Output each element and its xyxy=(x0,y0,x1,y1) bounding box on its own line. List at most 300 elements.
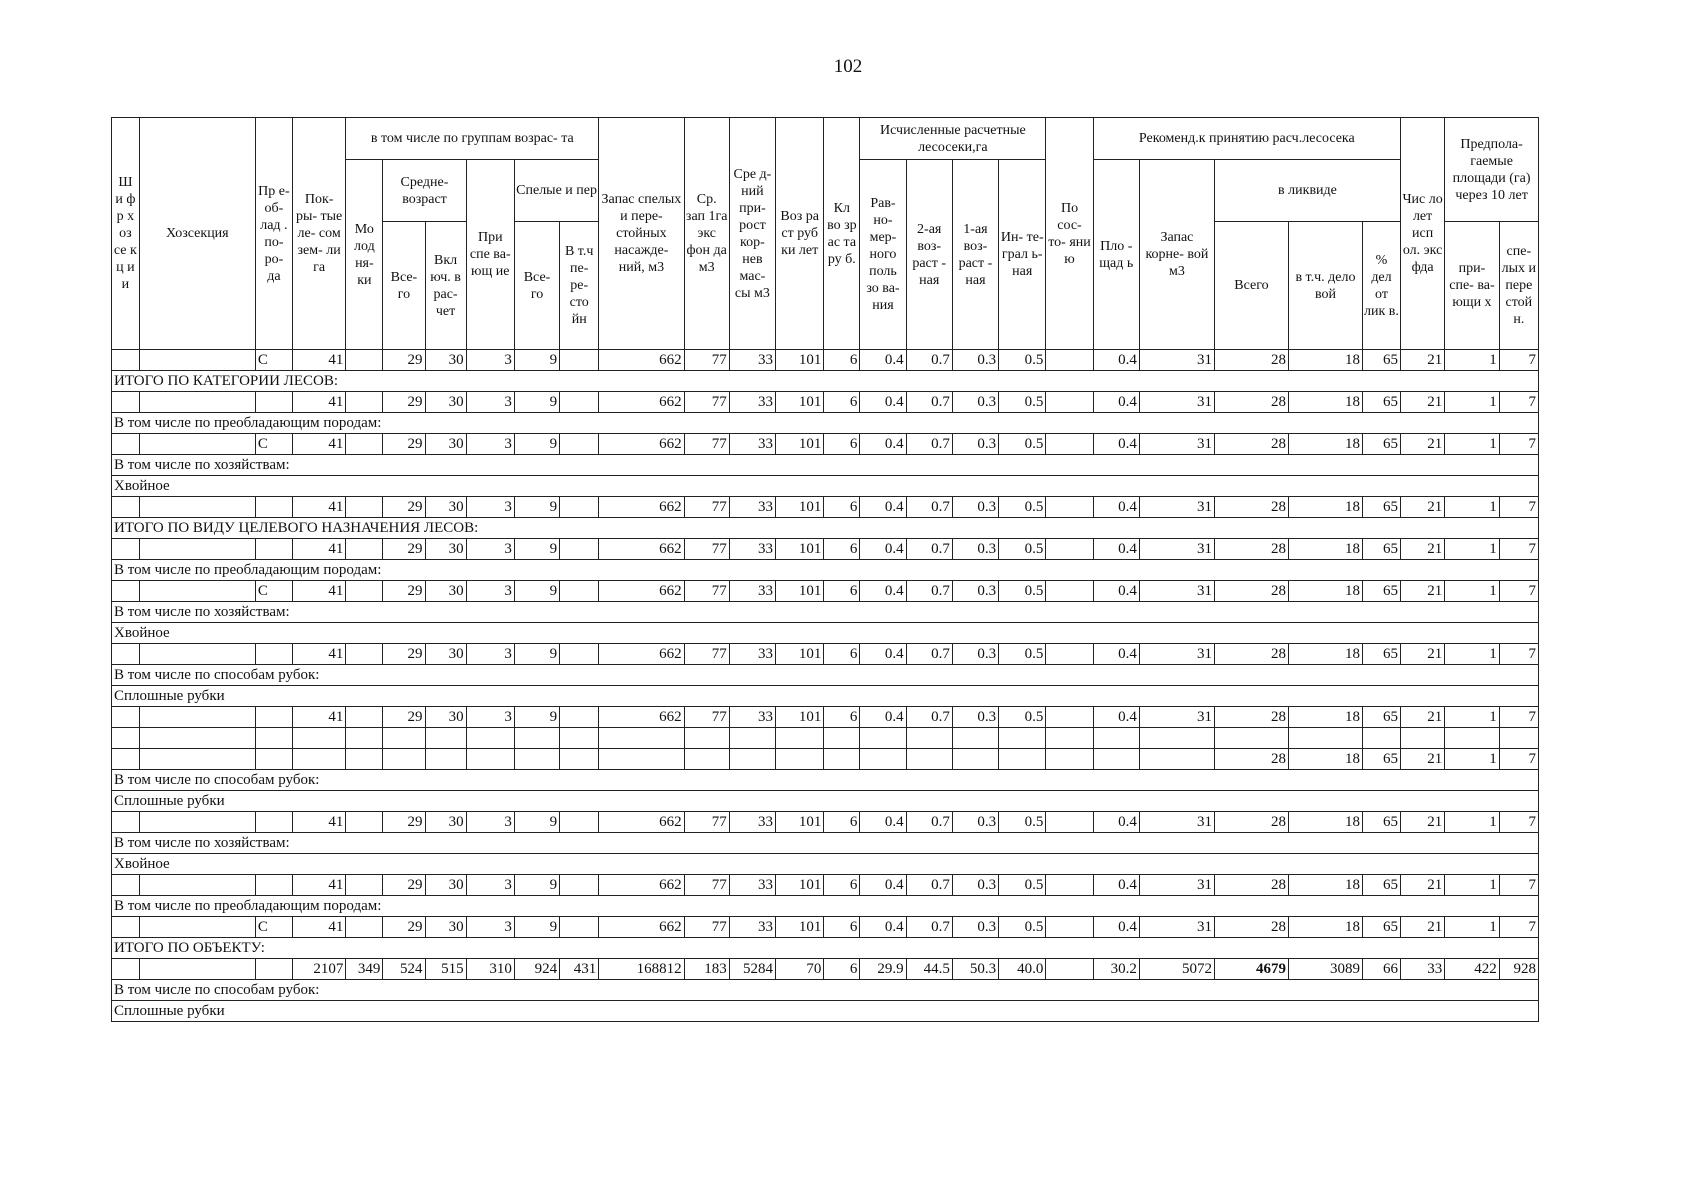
table-cell: 65 xyxy=(1362,350,1400,371)
table-cell xyxy=(139,350,255,371)
hdr-pokrytye: Пок- ры- тые ле- сом зем- ли га xyxy=(292,118,345,350)
table-cell: С xyxy=(255,581,292,602)
table-cell: 0.3 xyxy=(952,875,998,896)
table-cell xyxy=(1093,728,1139,749)
table-cell xyxy=(255,812,292,833)
table-cell xyxy=(1139,728,1214,749)
table-cell: 0.4 xyxy=(1093,434,1139,455)
table-cell: 18 xyxy=(1288,749,1362,770)
table-cell xyxy=(560,497,599,518)
table-cell: 1 xyxy=(1445,497,1499,518)
hdr-zapas: Запас спелых и пере- стойных насажде- ний, м3 xyxy=(599,118,684,350)
table-cell: 33 xyxy=(729,497,775,518)
table-cell: 30 xyxy=(425,707,466,728)
section-label-row xyxy=(112,1001,1539,1022)
table-cell xyxy=(112,959,140,980)
table-cell: 662 xyxy=(599,392,684,413)
table-cell xyxy=(292,749,345,770)
table-cell xyxy=(112,392,140,413)
table-cell: 168812 xyxy=(599,959,684,980)
table-cell: 7 xyxy=(1499,497,1538,518)
table-cell xyxy=(560,350,599,371)
table-cell: 77 xyxy=(684,497,729,518)
table-cell: 0.3 xyxy=(952,917,998,938)
table-cell: 77 xyxy=(684,392,729,413)
table-cell xyxy=(1401,728,1445,749)
table-cell xyxy=(112,728,140,749)
table-cell: 21 xyxy=(1401,434,1445,455)
table-cell: 77 xyxy=(684,581,729,602)
table-cell xyxy=(346,581,383,602)
table-row xyxy=(112,917,1539,938)
table-cell: 44.5 xyxy=(906,959,952,980)
table-cell: 1 xyxy=(1445,539,1499,560)
table-cell xyxy=(112,539,140,560)
table-cell: 21 xyxy=(1401,539,1445,560)
table-cell: 77 xyxy=(684,812,729,833)
section-label: Сплошные рубки xyxy=(112,1001,1539,1022)
table-cell: 41 xyxy=(292,392,345,413)
table-cell xyxy=(346,434,383,455)
table-cell: 30 xyxy=(425,434,466,455)
table-cell: 28 xyxy=(1214,392,1288,413)
table-cell xyxy=(346,707,383,728)
table-cell xyxy=(292,728,345,749)
hdr-kl-vozr: Кл во зр ас та ру б. xyxy=(824,118,860,350)
table-row xyxy=(112,350,1539,371)
table-cell xyxy=(560,434,599,455)
table-cell xyxy=(112,917,140,938)
table-cell: 101 xyxy=(776,392,824,413)
table-cell: 0.3 xyxy=(952,392,998,413)
table-cell xyxy=(112,875,140,896)
table-cell: 0.4 xyxy=(860,707,906,728)
table-cell: 5072 xyxy=(1139,959,1214,980)
table-cell: 65 xyxy=(1362,707,1400,728)
table-cell: 662 xyxy=(599,875,684,896)
table-cell: 0.5 xyxy=(999,581,1046,602)
table-cell: 31 xyxy=(1139,707,1214,728)
table-cell xyxy=(1046,728,1093,749)
section-label-row xyxy=(112,476,1539,497)
table-cell xyxy=(560,581,599,602)
table-cell: 0.7 xyxy=(906,812,952,833)
table-cell: 0.3 xyxy=(952,350,998,371)
table-cell: 6 xyxy=(824,875,860,896)
hdr-vozrast: Воз ра ст руб ки лет xyxy=(776,118,824,350)
table-cell: 29 xyxy=(383,434,425,455)
table-cell: 7 xyxy=(1499,350,1538,371)
table-cell: 33 xyxy=(729,812,775,833)
table-cell xyxy=(1093,749,1139,770)
table-cell xyxy=(684,749,729,770)
table-cell: 0.5 xyxy=(999,434,1046,455)
table-cell xyxy=(860,728,906,749)
hdr-srednevozrast: Средне- возраст xyxy=(383,160,466,222)
table-cell: 2107 xyxy=(292,959,345,980)
section-label-row xyxy=(112,518,1539,539)
table-cell xyxy=(599,749,684,770)
table-cell: 33 xyxy=(729,917,775,938)
table-cell: 18 xyxy=(1288,539,1362,560)
table-cell: 33 xyxy=(729,539,775,560)
table-cell: 77 xyxy=(684,644,729,665)
section-label: Хвойное xyxy=(112,854,1539,875)
table-cell: 33 xyxy=(1401,959,1445,980)
table-cell: 515 xyxy=(425,959,466,980)
table-cell: 18 xyxy=(1288,581,1362,602)
hdr-vsego3: Всего xyxy=(1214,222,1288,350)
section-label-row xyxy=(112,854,1539,875)
table-cell: 0.5 xyxy=(999,644,1046,665)
table-cell: 7 xyxy=(1499,749,1538,770)
table-cell xyxy=(425,728,466,749)
table-cell xyxy=(560,539,599,560)
table-row xyxy=(112,644,1539,665)
table-cell: 6 xyxy=(824,917,860,938)
table-cell xyxy=(824,728,860,749)
table-cell: 1 xyxy=(1445,350,1499,371)
table-cell: 18 xyxy=(1288,434,1362,455)
table-cell: 0.4 xyxy=(1093,644,1139,665)
table-row xyxy=(112,707,1539,728)
table-cell xyxy=(1288,728,1362,749)
table-cell: 77 xyxy=(684,917,729,938)
table-cell xyxy=(560,728,599,749)
table-cell: 65 xyxy=(1362,644,1400,665)
table-cell xyxy=(425,749,466,770)
table-cell: 41 xyxy=(292,434,345,455)
table-cell: 1 xyxy=(1445,392,1499,413)
table-cell: 3 xyxy=(466,707,514,728)
table-cell: 66 xyxy=(1362,959,1400,980)
section-label-row xyxy=(112,371,1539,392)
table-cell: 9 xyxy=(514,350,559,371)
table-cell: 77 xyxy=(684,350,729,371)
table-cell: 0.5 xyxy=(999,539,1046,560)
table-cell: 21 xyxy=(1401,707,1445,728)
table-cell xyxy=(1362,728,1400,749)
table-cell: 3 xyxy=(466,497,514,518)
table-cell: 0.4 xyxy=(860,917,906,938)
table-cell xyxy=(255,392,292,413)
table-cell: 18 xyxy=(1288,707,1362,728)
table-cell xyxy=(1214,728,1288,749)
table-cell: 31 xyxy=(1139,644,1214,665)
table-cell xyxy=(1046,749,1093,770)
table-cell: 41 xyxy=(292,350,345,371)
table-cell xyxy=(139,875,255,896)
table-cell: 28 xyxy=(1214,497,1288,518)
table-cell: 7 xyxy=(1499,707,1538,728)
table-cell xyxy=(952,728,998,749)
table-cell: 40.0 xyxy=(999,959,1046,980)
table-cell: 101 xyxy=(776,875,824,896)
hdr-ravnomer: Рав- но- мер- ного поль зо ва- ния xyxy=(860,160,906,350)
table-cell xyxy=(514,749,559,770)
table-cell: 21 xyxy=(1401,497,1445,518)
table-cell: 29 xyxy=(383,392,425,413)
table-cell: 3 xyxy=(466,812,514,833)
hdr-vozr2: 2-ая воз- раст - ная xyxy=(906,160,952,350)
table-cell: 21 xyxy=(1401,917,1445,938)
table-cell: 0.7 xyxy=(906,581,952,602)
section-label-row xyxy=(112,455,1539,476)
table-cell: 30 xyxy=(425,812,466,833)
table-cell: 28 xyxy=(1214,581,1288,602)
table-cell: 3 xyxy=(466,917,514,938)
table-cell: 0.4 xyxy=(1093,350,1139,371)
table-cell: 0.4 xyxy=(860,350,906,371)
table-cell xyxy=(139,539,255,560)
table-row xyxy=(112,875,1539,896)
table-cell: 0.4 xyxy=(1093,812,1139,833)
section-label: В том числе по хозяйствам: xyxy=(112,455,1539,476)
table-cell: 65 xyxy=(1362,539,1400,560)
table-cell xyxy=(139,434,255,455)
table-cell xyxy=(346,539,383,560)
section-label: Хвойное xyxy=(112,623,1539,644)
section-label-row xyxy=(112,938,1539,959)
table-cell: 3 xyxy=(466,350,514,371)
table-cell: 33 xyxy=(729,875,775,896)
table-cell: 3089 xyxy=(1288,959,1362,980)
table-cell: 33 xyxy=(729,392,775,413)
table-cell: 33 xyxy=(729,644,775,665)
table-cell: 9 xyxy=(514,644,559,665)
table-cell: 29.9 xyxy=(860,959,906,980)
table-cell: 21 xyxy=(1401,392,1445,413)
table-cell: 5284 xyxy=(729,959,775,980)
table-cell: 662 xyxy=(599,707,684,728)
table-cell: 18 xyxy=(1288,392,1362,413)
table-cell: 3 xyxy=(466,875,514,896)
hdr-ischisl: Исчисленные расчетные лесосеки,га xyxy=(860,118,1046,160)
table-cell xyxy=(346,875,383,896)
table-cell: 101 xyxy=(776,539,824,560)
section-label-row xyxy=(112,770,1539,791)
table-cell: 0.4 xyxy=(1093,581,1139,602)
table-cell xyxy=(599,728,684,749)
table-cell: 924 xyxy=(514,959,559,980)
table-row xyxy=(112,434,1539,455)
table-cell: 101 xyxy=(776,707,824,728)
section-label-row xyxy=(112,896,1539,917)
section-label: ИТОГО ПО КАТЕГОРИИ ЛЕСОВ: xyxy=(112,371,1539,392)
table-cell xyxy=(139,728,255,749)
table-cell: 6 xyxy=(824,959,860,980)
table-cell: 524 xyxy=(383,959,425,980)
table-cell: 101 xyxy=(776,581,824,602)
table-cell: 662 xyxy=(599,434,684,455)
forest-table xyxy=(111,117,1539,1022)
table-cell: 65 xyxy=(1362,497,1400,518)
section-label-row xyxy=(112,665,1539,686)
table-cell: 0.7 xyxy=(906,539,952,560)
table-cell xyxy=(514,728,559,749)
table-cell: 28 xyxy=(1214,434,1288,455)
table-cell: 0.3 xyxy=(952,434,998,455)
table-cell: 30.2 xyxy=(1093,959,1139,980)
table-cell: 41 xyxy=(292,581,345,602)
table-cell xyxy=(952,749,998,770)
table-row xyxy=(112,581,1539,602)
table-cell: 18 xyxy=(1288,812,1362,833)
section-label: ИТОГО ПО ОБЪЕКТУ: xyxy=(112,938,1539,959)
section-label-row xyxy=(112,791,1539,812)
table-cell: 1 xyxy=(1445,707,1499,728)
hdr-groups: в том числе по группам возрас- та xyxy=(346,118,599,160)
table-cell: 1 xyxy=(1445,875,1499,896)
table-cell: 6 xyxy=(824,581,860,602)
table-cell: 29 xyxy=(383,875,425,896)
table-cell: 7 xyxy=(1499,875,1538,896)
table-cell: 41 xyxy=(292,917,345,938)
section-label: Сплошные рубки xyxy=(112,791,1539,812)
table-cell: 101 xyxy=(776,917,824,938)
table-cell: 3 xyxy=(466,434,514,455)
table-cell: 31 xyxy=(1139,812,1214,833)
table-cell: 28 xyxy=(1214,644,1288,665)
table-cell: 0.4 xyxy=(860,812,906,833)
table-cell: 28 xyxy=(1214,812,1288,833)
section-label-row xyxy=(112,413,1539,434)
table-cell xyxy=(112,749,140,770)
table-cell: 0.3 xyxy=(952,644,998,665)
table-cell: 0.4 xyxy=(860,392,906,413)
table-body xyxy=(112,350,1539,1022)
table-cell xyxy=(776,728,824,749)
table-cell: 0.3 xyxy=(952,812,998,833)
hdr-vsego1: Все- го xyxy=(383,222,425,350)
table-cell: 0.7 xyxy=(906,644,952,665)
table-cell xyxy=(1046,350,1093,371)
table-cell: 0.5 xyxy=(999,350,1046,371)
table-cell: 29 xyxy=(383,917,425,938)
table-cell: 0.4 xyxy=(1093,707,1139,728)
table-cell xyxy=(255,539,292,560)
table-cell xyxy=(466,749,514,770)
table-cell: 0.3 xyxy=(952,581,998,602)
table-cell: 349 xyxy=(346,959,383,980)
table-cell: 18 xyxy=(1288,497,1362,518)
table-cell: 0.5 xyxy=(999,917,1046,938)
hdr-shifr: Ш и ф р х оз се к ц и и xyxy=(112,118,140,350)
table-cell: 183 xyxy=(684,959,729,980)
table-cell xyxy=(999,728,1046,749)
table-cell: 662 xyxy=(599,497,684,518)
table-cell: 6 xyxy=(824,350,860,371)
table-cell: 6 xyxy=(824,707,860,728)
table-cell: 30 xyxy=(425,539,466,560)
table-cell: 0.5 xyxy=(999,497,1046,518)
table-cell: 28 xyxy=(1214,707,1288,728)
table-cell: С xyxy=(255,434,292,455)
table-cell: 0.7 xyxy=(906,707,952,728)
table-cell: 29 xyxy=(383,581,425,602)
table-cell xyxy=(255,959,292,980)
hdr-sred-prirost: Сре д- ний при- рост кор- нев мас- сы м3 xyxy=(729,118,775,350)
table-cell: 1 xyxy=(1445,581,1499,602)
table-cell: 662 xyxy=(599,581,684,602)
table-cell: 41 xyxy=(292,644,345,665)
table-cell: 30 xyxy=(425,581,466,602)
table-cell: 662 xyxy=(599,644,684,665)
table-cell: 21 xyxy=(1401,749,1445,770)
table-cell: 4679 xyxy=(1214,959,1288,980)
hdr-prispev: при- спе- ва- ющи х xyxy=(1445,222,1499,350)
table-cell: 6 xyxy=(824,497,860,518)
table-cell: 3 xyxy=(466,581,514,602)
table-cell xyxy=(139,749,255,770)
table-cell xyxy=(346,812,383,833)
table-cell: 0.4 xyxy=(860,497,906,518)
table-cell: 0.4 xyxy=(1093,497,1139,518)
table-cell: 41 xyxy=(292,707,345,728)
table-cell xyxy=(729,728,775,749)
table-cell: 28 xyxy=(1214,917,1288,938)
table-cell xyxy=(1046,497,1093,518)
table-cell: 0.4 xyxy=(860,539,906,560)
table-cell: 422 xyxy=(1445,959,1499,980)
table-cell: 31 xyxy=(1139,917,1214,938)
table-cell xyxy=(1046,581,1093,602)
table-cell xyxy=(906,728,952,749)
table-cell xyxy=(255,749,292,770)
table-cell xyxy=(1499,728,1538,749)
table-cell: 1 xyxy=(1445,812,1499,833)
hdr-spelye: Спелые и пер xyxy=(514,160,598,222)
table-cell: 30 xyxy=(425,392,466,413)
table-cell: С xyxy=(255,917,292,938)
table-row xyxy=(112,812,1539,833)
table-cell: 0.5 xyxy=(999,707,1046,728)
hdr-spelyh: спе- лых и пере стой н. xyxy=(1499,222,1538,350)
table-cell: 21 xyxy=(1401,875,1445,896)
table-cell: 29 xyxy=(383,497,425,518)
table-cell: 662 xyxy=(599,812,684,833)
table-cell xyxy=(112,812,140,833)
table-cell xyxy=(1139,749,1214,770)
table-cell xyxy=(139,959,255,980)
table-cell: 101 xyxy=(776,644,824,665)
table-cell xyxy=(1445,728,1499,749)
table-cell: 41 xyxy=(292,875,345,896)
table-cell: 7 xyxy=(1499,434,1538,455)
table-cell: 33 xyxy=(729,581,775,602)
table-cell xyxy=(139,644,255,665)
table-cell xyxy=(1046,644,1093,665)
hdr-chislo-let: Чис ло лет исп ол. экс фда xyxy=(1401,118,1445,350)
table-cell: 0.4 xyxy=(860,875,906,896)
table-cell xyxy=(1046,392,1093,413)
table-cell: 65 xyxy=(1362,392,1400,413)
table-cell xyxy=(1046,917,1093,938)
table-cell xyxy=(346,350,383,371)
hdr-v-likvide: в ликвиде xyxy=(1214,160,1400,222)
table-cell: 0.4 xyxy=(1093,917,1139,938)
table-cell: 9 xyxy=(514,497,559,518)
table-cell: 33 xyxy=(729,350,775,371)
table-cell: 0.5 xyxy=(999,392,1046,413)
table-cell: 9 xyxy=(514,581,559,602)
hdr-hozsekcia: Хозсекция xyxy=(139,118,255,350)
table-cell xyxy=(255,707,292,728)
table-cell: 431 xyxy=(560,959,599,980)
table-cell: 31 xyxy=(1139,392,1214,413)
table-cell: 3 xyxy=(466,644,514,665)
table-cell: 30 xyxy=(425,497,466,518)
